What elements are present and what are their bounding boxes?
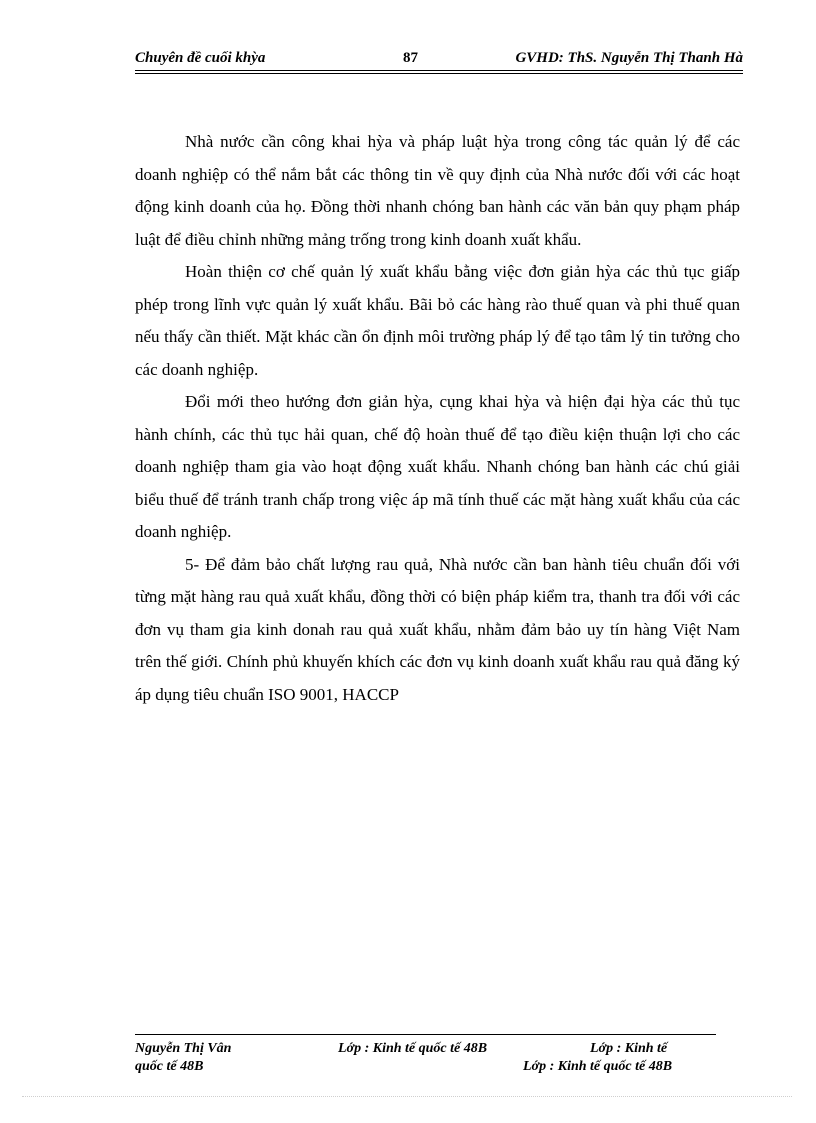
page-boundary	[22, 1096, 792, 1097]
body-text	[135, 126, 740, 711]
footer-author: Nguyễn Thị Vân	[135, 1041, 232, 1056]
paragraph: Hoàn thiện cơ chế quản lý xuất khẩu bằng việc đơn giản hỳa các thủ tục giấp phép trong lĩnh vực quản lý xuất khẩu. Bãi bỏ các hàng rào thuế quan và phi thuế quan nếu thấy cần thiết. Mặt khác cần ổn định môi trường pháp lý để tạo tâm lý tin tưởng cho các doanh nghiệp.	[135, 262, 740, 379]
page-number: 87	[403, 50, 418, 66]
footer-class: Lớp : Kinh tế quốc tế 48B	[338, 1041, 488, 1056]
footer-class-repeat: Lớp : Kinh tế quốc tế 48B	[523, 1059, 673, 1074]
page-header	[135, 46, 743, 76]
footer-rule	[135, 1034, 716, 1035]
paragraph: 5- Để đảm bảo chất lượng rau quả, Nhà nước cần ban hành tiêu chuẩn đối với từng mặt hàng rau quả xuất khẩu, đồng thời có biện pháp kiểm tra, thanh tra đối với các đơn vụ tham gia kinh donah rau quả xuất khẩu, nhằm đảm bảo uy tín hàng Việt Nam trên thế giới. Chính phủ khuyến khích các đơn vụ kinh doanh xuất khẩu rau quả đăng ký áp dụng tiêu chuẩn ISO 9001, HACCP	[135, 554, 740, 704]
footer-class-part1: Lớp : Kinh tế	[590, 1041, 668, 1056]
paragraph: Đổi mới theo hướng đơn giản hỳa, cụng khai hỳa và hiện đại hỳa các thủ tục hành chính, các thủ tục hải quan, chế độ hoàn thuế để tạo điều kiện thuận lợi cho các doanh nghiệp tham gia vào hoạt động xuất khẩu. Nhanh chóng ban hành các chú giải biểu thuế để tránh tranh chấp trong việc áp mã tính thuế các mặt hàng xuất khẩu của các doanh nghiệp.	[135, 392, 740, 541]
header-supervisor: GVHD: ThS. Nguyễn Thị Thanh Hà	[515, 50, 743, 66]
footer-class-part2: quốc tế 48B	[135, 1059, 204, 1074]
header-rule-top	[135, 70, 743, 71]
header-title: Chuyên đề cuối khỳa	[135, 50, 266, 66]
header-rule-bottom	[135, 73, 743, 74]
paragraph: Nhà nước cần công khai hỳa và pháp luật hỳa trong công tác quản lý để các doanh nghiệp có thể nắm bắt các thông tin về quy định của Nhà nước đối với các hoạt động kinh doanh của họ. Đồng thời nhanh chóng ban hành các văn bản quy phạm pháp luật để điều chỉnh những mảng trống trong kinh doanh xuất khẩu.	[135, 132, 740, 249]
